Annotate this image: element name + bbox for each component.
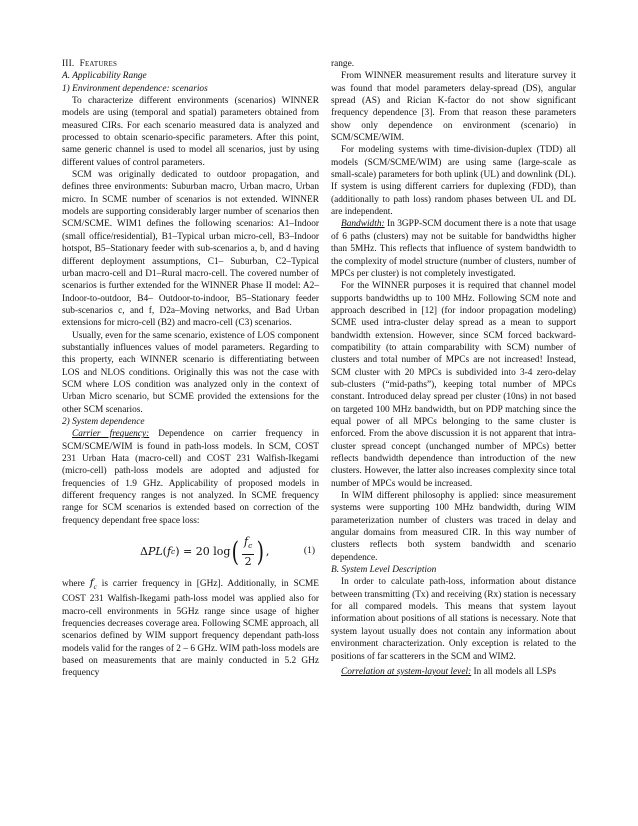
eq-comma: , — [265, 544, 270, 558]
bandwidth-text: In 3GPP-SCM document there is a note that usage of 6 paths (clusters) may not be suitable for bandwidths higher than 5MHz. This reflects that influence of system bandwidth to the complexity of model structure (number of clusters, number of MPCs per cluster) is not completely investigated. — [331, 219, 576, 279]
right-column — [331, 58, 576, 678]
carrier-frequency-text: Dependence on carrier frequency in SCM/SCME/WIM is found in path-loss models. In SCM, COST 231 Urban Hata (macro-cell) and COST 231 Walfish-Ikegami (micro-cell) path-loss models are adopted and adjusted for frequencies of 1.9 GHz. Applicability of proposed models in different frequency ranges is not analyzed. In SCME frequency range for SCM scenarios is extended based on correction of the frequency dependant free space loss: — [62, 429, 319, 526]
eq-right-paren: ) — [256, 536, 265, 568]
correlation-label: Correlation at system-layout level: — [341, 666, 472, 677]
subsection-b-heading: B. System Level Description — [331, 565, 437, 576]
where-pre: where — [62, 579, 90, 590]
paragraph-carrier-frequency — [62, 428, 319, 527]
equation-number: (1) — [303, 546, 315, 557]
section-title: Features — [79, 59, 118, 69]
paragraph-bandwidth — [331, 218, 576, 280]
section-numeral: III. — [62, 59, 75, 69]
paragraph-bandwidth-2: For the WINNER purposes it is required that channel model supports bandwidths up to 100 MHz. Following SCM note and approach described in [12] (for indoor propagation modeling) SCME used intra-cluster delay spread as a mean to support bandwidth extension. However, since SCM forced backward-compatibility (to attain comparability with SCM) number of clusters and total number of MPCs are not increased! Instead, SCM cluster with 20 MPCs is subdivided into 3-4 zero-delay sub-clusters (“mid-paths”), keeping total number of MPCs constant. Introduced delay spread per cluster (10ns) in not based on targeted 100 MHz bandwidth, but on PDP matching since the equal power of all MPCs belonging to the same cluster is enforced. From the above discussion it is not apparent that intra-cluster spread concept (unchanged number of MPCs) better reflects bandwidth dependence than introduction of the new clusters. However, the latter also increases complexity since total number of MPCs would be increased. — [331, 281, 576, 489]
eq-num-sub: c — [248, 541, 253, 551]
bandwidth-label: Bandwidth: — [341, 219, 385, 230]
paragraph-bandwidth-3: In WIM different philosophy is applied: since measurement systems were supporting 100 MHz bandwidth, during WIM parameterization number of clusters was traced in delay and angular domains from measured CIR. In this way number of clusters reflects both system bandwidth and scenario dependence. — [331, 491, 576, 563]
eq-fraction — [242, 536, 254, 567]
subsection-a-heading: A. Applicability Range — [62, 71, 147, 82]
equation-1 — [62, 532, 319, 572]
subsubsection-a1-heading: 1) Environment dependence: scenarios — [62, 83, 208, 94]
eq-pl: PL — [147, 544, 163, 558]
eq-lhs-f: f — [166, 544, 172, 558]
paragraph-tdd: For modeling systems with time-division-duplex (TDD) all models (SCM/SCME/WIM) are using same (large-scale as small-scale) parameters for both uplink (UL) and downlink (DL). If system is using different carriers for duplexing (FDD), than (additionally to path loss) random phases between UL and DL are independent. — [331, 145, 576, 218]
where-f: f — [89, 577, 94, 590]
left-column — [62, 58, 319, 680]
paragraph-scenarios-2: SCM was originally dedicated to outdoor propagation, and defines three environments: Suburban macro, Urban macro, Urban micro. In SCME number of scenarios is not extended. WINNER models are supporting considerably larger number of scenarios then SCM/SCME. WIM1 defines the following scenarios: A1–Indoor (small office/residential), B1–Typical urban micro-cell, B3–Indoor hotspot, B5–Stationary feeder with sub-scenarios a, b, and d having different deployment assumptions, C1– Suburban, C2–Typical urban macro-cell and D1–Rural macro-cell. The covered number of scenarios is further extended for the WINNER Phase II model: A2–Indoor-to-outdoor, B4– Outdoor-to-indoor, B5–Stationary feeder sub-scenarios c, and f, D2a–Moving networks, and Bad Urban extensions for micro-cell (B2) and macro-cell (C3) scenarios. — [62, 170, 319, 329]
equation-expression — [140, 535, 270, 568]
eq-fraction-numerator — [242, 536, 254, 554]
where-post: is carrier frequency in [GHz]. Additionally, in SCME COST 231 Walfish-Ikegami path-loss model was applied also for macro-cell environments in 5GHz range since usage of higher frequencies decreases coverage area. Following SCME approach, all scenarios defined by WIM support frequency dependant path-loss models valid for the ranges of 2 – 6 GHz. WIM path-loss models are based on measurements that are mainly conducted in 5.2 GHz frequency — [62, 579, 319, 679]
subsubsection-a2-heading: 2) System dependence — [62, 416, 145, 427]
paragraph-scenarios-1: To characterize different environments (scenarios) WINNER models are using (temporal and spatial) parameters obtained from measured CIRs. For each scenario measured data is analyzed and processed to obtain scenario-specific parameters. After this point, same generic channel is used to model all scenarios, just by using different values of control parameters. — [62, 96, 319, 168]
paragraph-system-level: In order to calculate path-loss, information about distance between transmitting (Tx) and receiving (Rx) station is necessary for all compared models. This means that system layout information about positions of all stations is necessary. Note that system layout usually does not contain any information about environment characterization. Only exception is related to the positions of far scatterers in the SCM and WIM2. — [331, 577, 576, 662]
eq-equals-20log: = 20 log — [179, 544, 231, 558]
paragraph-correlation — [331, 666, 576, 678]
correlation-text: In all models all LSPs — [471, 666, 557, 677]
eq-lhs-close: ) — [175, 544, 180, 558]
paragraph-continuation: range. — [331, 59, 355, 69]
where-sub: c — [93, 582, 97, 591]
carrier-frequency-label: Carrier frequency: — [72, 429, 150, 440]
eq-lhs-sub: c — [171, 546, 176, 556]
eq-left-paren: ( — [232, 536, 240, 568]
paragraph-where — [62, 577, 319, 680]
eq-lhs-open: ( — [162, 544, 167, 558]
paragraph-scenarios-3: Usually, even for the same scenario, existence of LOS component substantially influences values of model parameters. Regarding to this property, each WINNER scenario is differentiating between LOS and NLOS conditions. Originally this was not the case with SCM where LOS condition was analyzed only in the context of Urban Micro scenario, but SCME provided the extensions for the other SCM scenarios. — [62, 330, 319, 415]
section-heading — [62, 58, 319, 70]
eq-num-f: f — [243, 535, 249, 549]
eq-fraction-denominator: 2 — [244, 554, 252, 568]
paragraph-frequency-2: From WINNER measurement results and literature survey it was found that model parameters delay-spread (DS), angular spread (AS) and Rician K-factor do not show significant frequency dependence [3]. From that reason these parameters show only dependence on environment (scenario) in SCM/SCME/WIM. — [331, 71, 576, 144]
eq-delta: Δ — [140, 544, 148, 558]
